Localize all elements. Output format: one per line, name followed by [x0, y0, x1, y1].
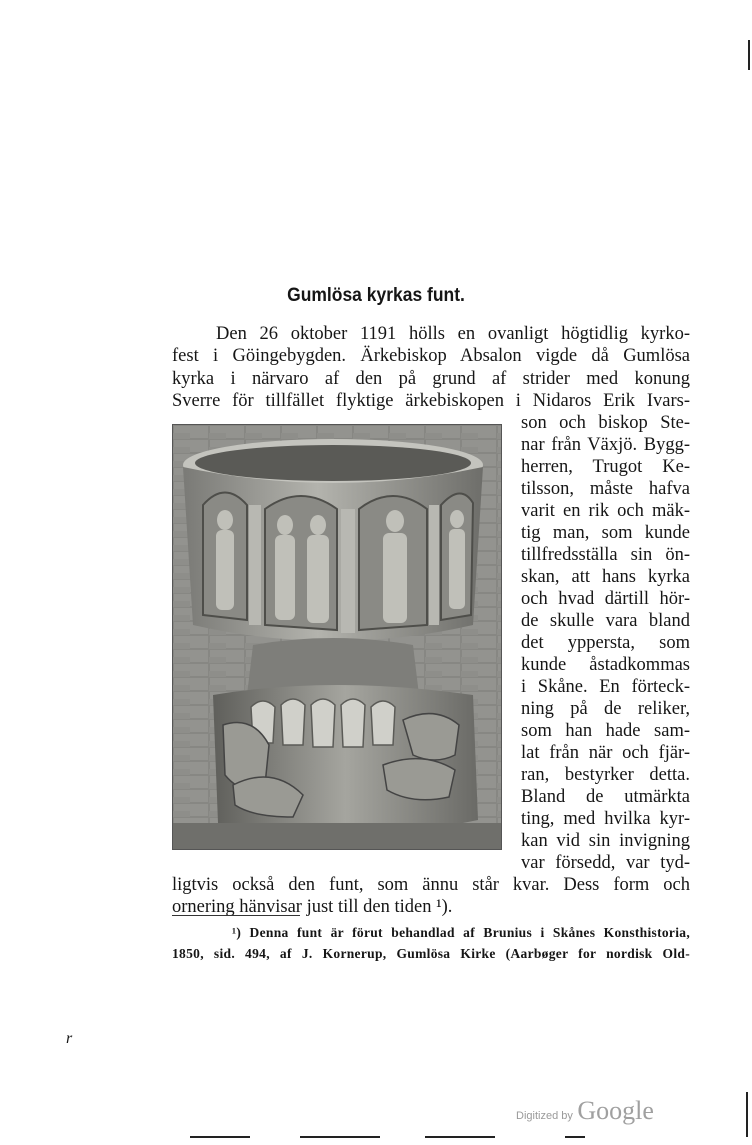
body-line: Sverre för tillfället flyktige ärkebiskopen i Nidaros Erik Ivars- — [172, 391, 690, 411]
body-line: ting, med hvilka kyr- — [521, 809, 690, 829]
body-line: ning på de reliker, — [521, 699, 690, 719]
google-logo: Google — [577, 1096, 654, 1125]
body-line: skan, att hans kyrka — [521, 567, 690, 587]
body-line: det yppersta, som — [521, 633, 690, 653]
body-line: lat från när och fjär- — [521, 743, 690, 763]
scan-edge-mark — [746, 1092, 748, 1137]
body-line: ran, bestyrker detta. — [521, 765, 690, 785]
scan-edge-mark — [748, 40, 750, 70]
margin-mark: r — [66, 1030, 73, 1047]
body-line: kunde åstadkommas — [521, 655, 690, 675]
body-line: kyrka i närvaro af den på grund af strider med konung — [172, 369, 690, 389]
body-line: Den 26 oktober 1191 hölls en ovanligt högtidlig kyrko- — [216, 324, 690, 344]
body-line: tillfredsställa sin ön- — [521, 545, 690, 565]
article-title: Gumlösa kyrkas funt. — [287, 285, 465, 306]
body-line: fest i Göingebygden. Ärkebiskop Absalon vigde då Gumlösa — [172, 346, 690, 366]
body-line: Bland de utmärkta — [521, 787, 690, 807]
body-line: tilsson, måste hafva — [521, 479, 690, 499]
body-line: nar från Växjö. Bygg- — [521, 435, 690, 455]
digitized-prefix: Digitized by — [516, 1110, 573, 1122]
body-line: son och biskop Ste- — [521, 413, 690, 433]
body-line: kan vid sin invigning — [521, 831, 690, 851]
digitized-watermark — [516, 1096, 654, 1126]
body-line: de skulle vara bland — [521, 611, 690, 631]
scan-edge-mark — [425, 1136, 495, 1138]
footnote-rule — [172, 915, 300, 916]
body-line: var försedd, var tyd- — [521, 853, 690, 873]
scan-edge-mark — [300, 1136, 380, 1138]
footnote-line: 1850, sid. 494, af J. Kornerup, Gumlösa Kirke (Aarbøger for nordisk Old- — [172, 946, 690, 961]
body-line: varit en rik och mäk- — [521, 501, 690, 521]
body-line: tig man, som kunde — [521, 523, 690, 543]
footnote-line: ¹) Denna funt är förut behandlad af Brunius i Skånes Konsthistoria, — [232, 925, 690, 940]
body-line: som han hade sam- — [521, 721, 690, 741]
baptismal-font-photo — [172, 424, 502, 850]
body-line: och hvad därtill hör- — [521, 589, 690, 609]
scan-edge-mark — [190, 1136, 250, 1138]
body-line: i Skåne. En förteck- — [521, 677, 690, 697]
body-line: herren, Trugot Ke- — [521, 457, 690, 477]
scan-edge-mark — [565, 1136, 585, 1138]
body-line: ligtvis också den funt, som ännu står kvar. Dess form och — [172, 875, 690, 895]
body-line: ornering hänvisar just till den tiden ¹). — [172, 897, 453, 917]
